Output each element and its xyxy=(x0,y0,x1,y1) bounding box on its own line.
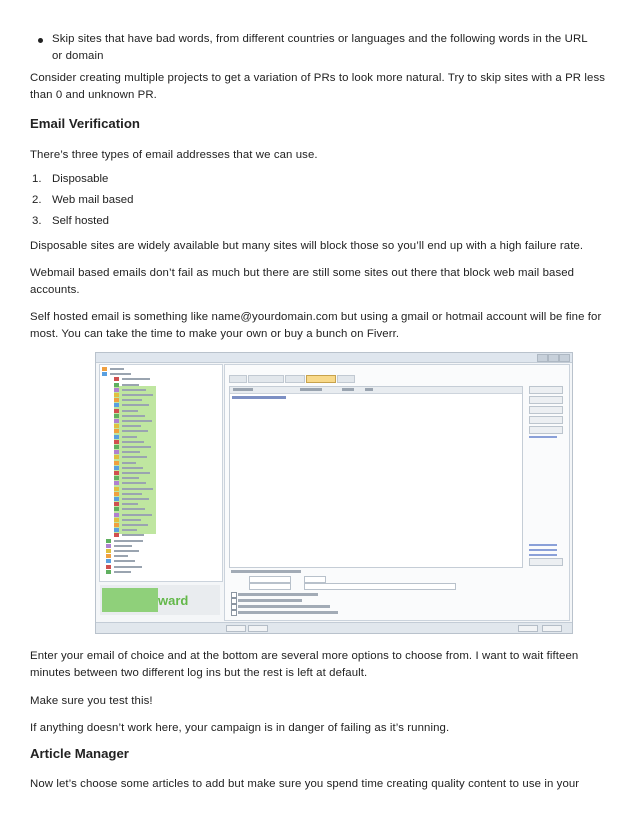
grid-header xyxy=(230,387,522,394)
logo-text: ward xyxy=(158,593,189,608)
engine-icon xyxy=(114,445,119,449)
engine-icon xyxy=(114,429,119,433)
heading-email-verification: Email Verification xyxy=(30,116,140,131)
grid-row xyxy=(232,396,286,399)
screenshot-titlebar xyxy=(96,353,572,363)
engine-icon xyxy=(114,533,119,537)
paragraph-webmail: Webmail based emails don’t fail as much but there are still some sites out there that block web mail based accounts. xyxy=(30,267,575,296)
paragraph-test: Make sure you test this! xyxy=(30,695,153,707)
engine-icon xyxy=(114,481,119,485)
engine-icon xyxy=(114,471,119,475)
engine-icon xyxy=(106,565,111,569)
list-item: 1. Disposable xyxy=(32,173,109,185)
email-types-list xyxy=(30,171,133,234)
engine-icon xyxy=(106,544,111,548)
bullet-item xyxy=(52,31,592,65)
engine-icon xyxy=(106,554,111,558)
paragraph-disposable: Disposable sites are widely available but many sites will block those so you’ll end up with a high failure rate. xyxy=(30,240,584,252)
engine-icon xyxy=(114,414,119,418)
close-icon xyxy=(559,354,570,362)
options-panel xyxy=(224,364,570,621)
tab-email-verification xyxy=(306,375,336,383)
engine-icon xyxy=(114,528,119,532)
paragraph-enter-email: Enter your email of choice and at the bottom are several more options to choose from. I want to wait fifteen minutes between two different log ins but the rest is left at default. xyxy=(30,650,579,679)
engine-icon xyxy=(114,502,119,506)
engine-icon xyxy=(114,513,119,517)
engine-icon xyxy=(114,492,119,496)
engine-icon xyxy=(114,518,119,522)
engine-icon xyxy=(114,409,119,413)
engine-icon xyxy=(114,377,119,381)
screenshot-statusbar xyxy=(96,622,572,633)
engine-icon xyxy=(106,549,111,553)
tab-data xyxy=(229,375,247,383)
minimize-icon xyxy=(537,354,548,362)
paragraph-articles: Now let’s choose some articles to add but make sure you spend time creating quality content to use in your xyxy=(30,778,580,790)
product-logo xyxy=(100,585,220,615)
engine-icon xyxy=(114,507,119,511)
engine-icon xyxy=(114,383,119,387)
software-screenshot xyxy=(95,352,573,634)
engine-icon xyxy=(114,450,119,454)
side-buttons xyxy=(527,386,563,566)
bullet-dot-icon xyxy=(38,38,43,43)
engine-icon xyxy=(106,570,111,574)
logo-graphic-icon xyxy=(102,588,158,612)
heading-article-manager: Article Manager xyxy=(30,746,129,761)
engine-icon xyxy=(114,466,119,470)
engine-icon xyxy=(114,455,119,459)
engine-icon xyxy=(114,461,119,465)
highlighted-engines xyxy=(114,386,156,534)
engine-icon xyxy=(114,403,119,407)
engine-icon xyxy=(106,559,111,563)
email-grid xyxy=(229,386,523,568)
paragraph-projects: Consider creating multiple projects to get a variation of PRs to look more natural. Try to skip sites with a PR less than 0 and unknown PR. xyxy=(30,72,606,101)
engine-icon xyxy=(114,398,119,402)
tab-article-manager xyxy=(248,375,284,383)
engine-icon xyxy=(114,440,119,444)
engine-icon xyxy=(114,487,119,491)
engine-icon xyxy=(114,476,119,480)
engine-icon xyxy=(114,419,119,423)
engine-icon xyxy=(114,523,119,527)
tab-notes xyxy=(337,375,355,383)
list-item: 3. Self hosted xyxy=(32,215,109,227)
engine-icon xyxy=(106,539,111,543)
engine-icon xyxy=(114,393,119,397)
project-tree xyxy=(99,364,223,582)
engine-icon xyxy=(102,372,107,376)
engine-icon xyxy=(114,388,119,392)
tab-options xyxy=(285,375,305,383)
engine-icon xyxy=(114,497,119,501)
bullet-list xyxy=(52,31,592,65)
engine-icon xyxy=(102,367,107,371)
engine-icon xyxy=(114,424,119,428)
list-item: 2. Web mail based xyxy=(32,194,134,206)
paragraph-danger: If anything doesn’t work here, your campaign is in danger of failing as it’s running. xyxy=(30,722,450,734)
maximize-icon xyxy=(548,354,559,362)
paragraph-selfhosted: Self hosted email is something like name@yourdomain.com but using a gmail or hotmail account will be fine for most. You can take the time to make your own or buy a bunch on Fiverr. xyxy=(30,311,602,340)
engine-icon xyxy=(114,435,119,439)
paragraph-types-intro: There’s three types of email addresses that we can use. xyxy=(30,149,318,161)
email-options xyxy=(229,570,563,616)
bullet-text: Skip sites that have bad words, from different countries or languages and the following words in the URL or domain xyxy=(52,33,588,62)
